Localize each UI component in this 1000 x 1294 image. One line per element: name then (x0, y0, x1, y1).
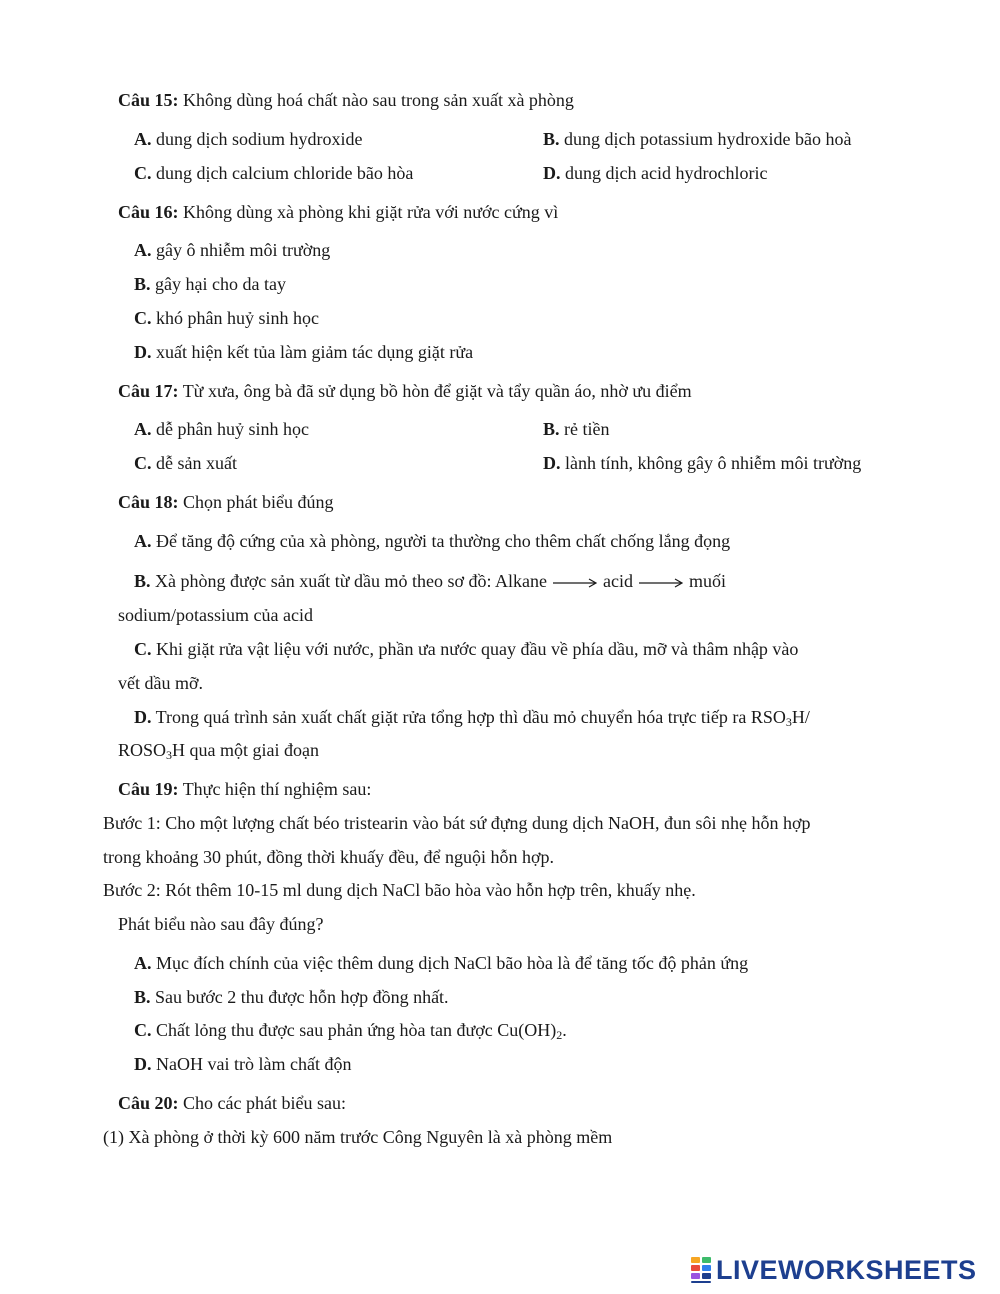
option-letter: B. (134, 274, 151, 294)
option-text: dễ sản xuất (151, 453, 237, 473)
subscript: 3 (166, 748, 173, 762)
question-text: Không dùng xà phòng khi giặt rửa với nước cứng vì (178, 202, 559, 222)
option-text: gây ô nhiễm môi trường (151, 240, 331, 260)
option-d (134, 1053, 351, 1075)
option-b (543, 418, 610, 440)
option-text: khó phân huỷ sinh học (151, 308, 319, 328)
option-letter: A. (134, 240, 152, 260)
question-label: Câu 20: (118, 1093, 179, 1113)
question-label: Câu 17: (118, 381, 179, 401)
subscript: 2 (556, 1028, 563, 1042)
question-18 (118, 491, 334, 513)
option-letter: B. (134, 571, 151, 591)
option-text: lành tính, không gây ô nhiễm môi trường (560, 453, 862, 473)
step-1-line-1: Bước 1: Cho một lượng chất béo tristearin vào bát sứ đựng dung dịch NaOH, đun sôi nhẹ hỗn hợp (103, 813, 811, 833)
option-text-mid: acid (603, 571, 633, 591)
option-text: xuất hiện kết tủa làm giảm tác dụng giặt rửa (151, 342, 474, 362)
option-letter: D. (543, 453, 561, 473)
option-text: Mục đích chính của việc thêm dung dịch NaCl bão hòa là để tăng tốc độ phản ứng (151, 953, 749, 973)
subscript: 3 (785, 715, 792, 729)
option-text: dung dịch acid hydrochloric (560, 163, 768, 183)
option-c (134, 1019, 567, 1041)
option-c-continuation: vết dầu mỡ. (118, 673, 203, 693)
option-letter: C. (134, 453, 152, 473)
question-text: Cho các phát biểu sau: (178, 1093, 346, 1113)
liveworksheets-logo (690, 1254, 977, 1286)
option-letter: B. (134, 987, 151, 1007)
question-17 (118, 380, 692, 402)
formula-part: ROSO (118, 740, 167, 760)
question-text: Thực hiện thí nghiệm sau: (178, 779, 372, 799)
option-a (134, 530, 730, 552)
option-d-continuation (118, 739, 319, 761)
option-letter: C. (134, 163, 152, 183)
option-text: gây hại cho da tay (150, 274, 286, 294)
option-text: Để tăng độ cứng của xà phòng, người ta thường cho thêm chất chống lắng đọng (151, 531, 731, 551)
arrow-right-icon (639, 578, 683, 588)
step-1-line-2: trong khoảng 30 phút, đồng thời khuấy đều, để nguội hỗn hợp. (103, 847, 554, 867)
arrow-right-icon (553, 578, 597, 588)
question-label: Câu 16: (118, 202, 179, 222)
option-b (543, 128, 851, 150)
option-d (134, 341, 473, 363)
option-text: dung dịch sodium hydroxide (151, 129, 363, 149)
question-text: Từ xưa, ông bà đã sử dụng bồ hòn để giặt và tẩy quần áo, nhờ ưu điểm (178, 381, 692, 401)
option-d (543, 452, 861, 474)
option-text-end: muối (688, 571, 726, 591)
question-text: Chọn phát biểu đúng (178, 492, 334, 512)
question-16 (118, 201, 558, 223)
option-a (134, 952, 748, 974)
formula-rest: H qua một giai đoạn (172, 740, 319, 760)
option-text: dung dịch potassium hydroxide bão hoà (559, 129, 852, 149)
question-20 (118, 1092, 346, 1114)
option-letter: B. (543, 419, 560, 439)
question-label: Câu 19: (118, 779, 179, 799)
option-letter: A. (134, 419, 152, 439)
option-letter: A. (134, 531, 152, 551)
question-text: Không dùng hoá chất nào sau trong sản xuất xà phòng (178, 90, 574, 110)
option-d (543, 162, 767, 184)
option-c (134, 638, 798, 660)
option-letter: C. (134, 639, 152, 659)
option-letter: D. (543, 163, 561, 183)
option-b-continuation: sodium/potassium của acid (118, 605, 313, 625)
option-letter: C. (134, 308, 152, 328)
option-a (134, 239, 330, 261)
option-c (134, 162, 413, 184)
option-letter: D. (134, 707, 152, 727)
question-15 (118, 89, 574, 111)
option-text-end: H/ (791, 707, 810, 727)
option-letter: C. (134, 1020, 152, 1040)
statement-1: (1) Xà phòng ở thời kỳ 600 năm trước Công Nguyên là xà phòng mềm (103, 1127, 613, 1147)
liveworksheets-logo-text: LIVEWORKSHEETS (716, 1254, 977, 1285)
option-b (134, 273, 286, 295)
option-d (134, 706, 810, 728)
option-b (134, 986, 449, 1008)
question-prompt: Phát biểu nào sau đây đúng? (118, 914, 324, 934)
option-letter: A. (134, 953, 152, 973)
liveworksheets-logo-icon (690, 1256, 712, 1284)
option-b (134, 570, 726, 592)
question-19 (118, 778, 371, 800)
option-letter: D. (134, 342, 152, 362)
option-text-end: . (562, 1020, 567, 1040)
question-label: Câu 18: (118, 492, 179, 512)
option-a (134, 418, 309, 440)
option-text: Sau bước 2 thu được hỗn hợp đồng nhất. (150, 987, 449, 1007)
option-text: Khi giặt rửa vật liệu với nước, phần ưa nước quay đầu về phía dầu, mỡ và thâm nhập vào (151, 639, 799, 659)
option-text: dung dịch calcium chloride bão hòa (151, 163, 414, 183)
option-letter: A. (134, 129, 152, 149)
option-letter: D. (134, 1054, 152, 1074)
step-2: Bước 2: Rót thêm 10-15 ml dung dịch NaCl bão hòa vào hỗn hợp trên, khuấy nhẹ. (103, 880, 696, 900)
option-text: rẻ tiền (559, 419, 610, 439)
question-label: Câu 15: (118, 90, 179, 110)
option-letter: B. (543, 129, 560, 149)
option-text: Xà phòng được sản xuất từ dầu mỏ theo sơ đồ: Alkane (150, 571, 547, 591)
option-text: dễ phân huỷ sinh học (151, 419, 309, 439)
option-c (134, 452, 237, 474)
option-text: NaOH vai trò làm chất độn (151, 1054, 352, 1074)
option-text: Chất lỏng thu được sau phản ứng hòa tan được Cu(OH) (151, 1020, 557, 1040)
option-text: Trong quá trình sản xuất chất giặt rửa tổng hợp thì dầu mỏ chuyển hóa trực tiếp ra RSO (151, 707, 786, 727)
option-c (134, 307, 319, 329)
option-a (134, 128, 362, 150)
